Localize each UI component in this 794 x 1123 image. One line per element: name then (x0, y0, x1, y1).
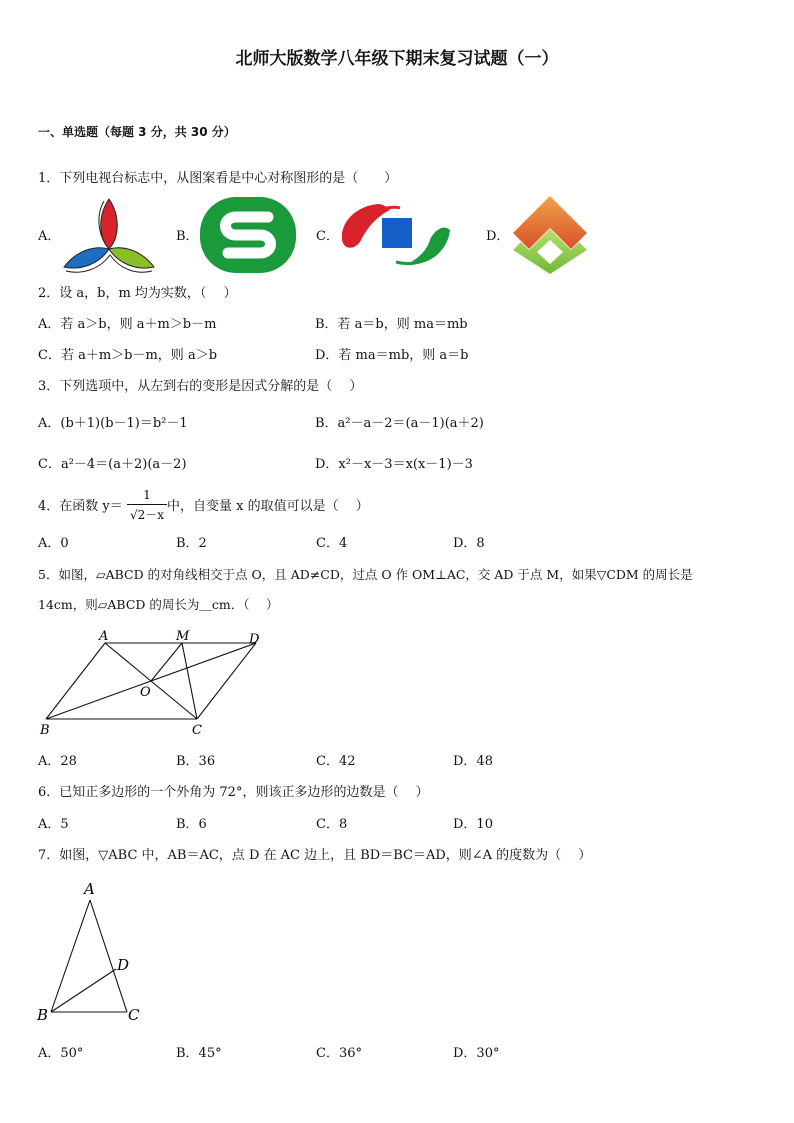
question-4-stem-end: 中，自变量 x 的取值可以是（ ） (167, 499, 369, 514)
q6-option-c: C．8 (316, 817, 348, 832)
fig5-label-b: B (40, 723, 50, 738)
fig5-label-m: M (176, 629, 190, 644)
q7-option-b: B．45° (176, 1046, 222, 1061)
green-s-logo-icon (198, 195, 298, 275)
q1-option-a-label: A． (38, 229, 61, 244)
fig5-label-c: C (192, 723, 202, 738)
q2-option-b: B．若 a＝b，则 ma＝mb (315, 317, 468, 332)
question-3-stem: 3．下列选项中，从左到右的变形是因式分解的是（ ） (38, 379, 363, 394)
q5-option-d: D．48 (453, 754, 493, 769)
q4-option-d: D．8 (453, 536, 485, 551)
q5-option-b: B．36 (176, 754, 216, 769)
q3-option-a: A．(b＋1)(b－1)＝b²－1 (38, 416, 188, 431)
q4-option-b: B．2 (176, 536, 207, 551)
question-6-stem: 6．已知正多边形的一个外角为 72°，则该正多边形的边数是（ ） (38, 785, 429, 800)
q4-fraction-denominator: √2－x (129, 508, 165, 522)
question-5-stem-line1: 5．如图，▱ABCD 的对角线相交于点 O，且 AD≠CD，过点 O 作 OM⊥AC，交 AD 于点 M，如果▽CDM 的周长是 (38, 567, 693, 582)
q2-option-a: A．若 a＞b，则 a＋m＞b－m (38, 317, 217, 332)
fig5-label-a: A (99, 629, 109, 644)
q4-fraction-numerator: 1 (143, 488, 151, 502)
section-heading: 一、单选题（每题 3 分，共 30 分） (38, 125, 236, 139)
fig5-label-o: O (140, 685, 151, 700)
question-2-stem: 2．设 a，b，m 均为实数，（ ） (38, 286, 237, 301)
fig7-label-b: B (37, 1006, 49, 1024)
q1-option-c-label: C． (316, 229, 339, 244)
orange-green-diamond-logo-icon (509, 194, 591, 276)
triangle-figure (34, 878, 148, 1026)
question-4-stem-start: 4．在函数 y＝ (38, 499, 123, 514)
question-5-stem-line2: 14cm，则▱ABCD 的周长为＿cm．（ ） (38, 597, 279, 612)
three-petal-logo-icon (60, 193, 158, 275)
fig5-label-d: D (249, 632, 260, 647)
q1-option-b-label: B． (176, 229, 199, 244)
q5-option-c: C．42 (316, 754, 356, 769)
q7-option-c: C．36° (316, 1046, 362, 1061)
parallelogram-figure (36, 628, 270, 740)
q6-option-b: B．6 (176, 817, 207, 832)
fig7-label-a: A (84, 880, 95, 898)
q4-option-c: C．4 (316, 536, 348, 551)
q1-option-d-label: D． (486, 229, 510, 244)
q6-option-d: D．10 (453, 817, 493, 832)
q7-option-a: A．50° (38, 1046, 84, 1061)
q4-fraction-bar (127, 504, 167, 505)
q5-option-a: A．28 (38, 754, 77, 769)
fig7-label-d: D (117, 956, 130, 974)
question-1-stem: 1．下列电视台标志中，从图案看是中心对称图形的是（ ） (38, 171, 398, 186)
page-title: 北师大版数学八年级下期末复习试题（一） (235, 49, 559, 69)
red-swoosh-blue-square-logo-icon (338, 200, 456, 268)
q2-option-d: D．若 ma＝mb，则 a＝b (315, 348, 469, 363)
q3-option-b: B．a²－a－2＝(a－1)(a＋2) (315, 416, 484, 431)
question-7-stem: 7．如图，▽ABC 中，AB＝AC，点 D 在 AC 边上，且 BD＝BC＝AD，则∠A 的度数为（ ） (38, 848, 592, 863)
fig7-label-c: C (128, 1006, 140, 1024)
q7-option-d: D．30° (453, 1046, 500, 1061)
q2-option-c: C．若 a＋m＞b－m，则 a＞b (38, 348, 218, 363)
q3-option-d: D．x²－x－3＝x(x－1)－3 (315, 457, 473, 472)
q6-option-a: A．5 (38, 817, 69, 832)
q4-option-a: A．0 (38, 536, 69, 551)
q3-option-c: C．a²－4＝(a＋2)(a－2) (38, 457, 187, 472)
